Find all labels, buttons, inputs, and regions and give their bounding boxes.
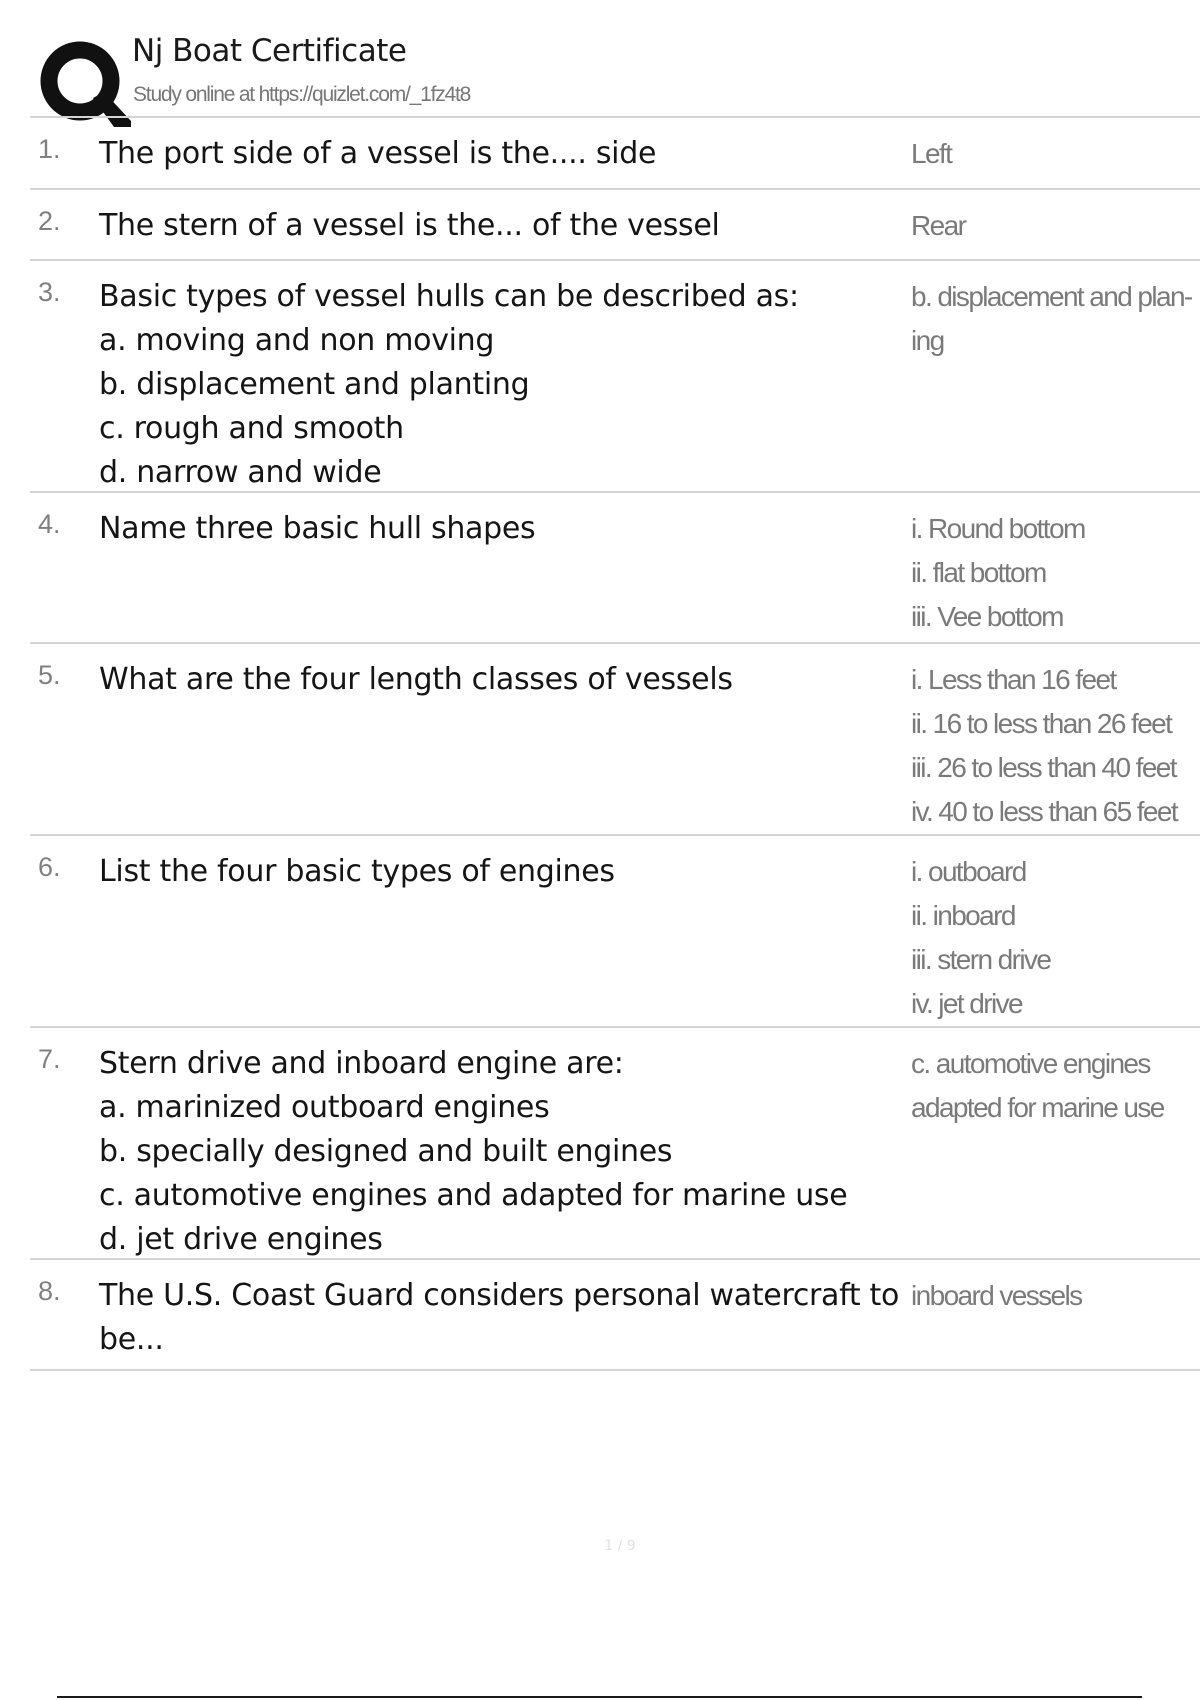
question-line: Stern drive and inboard engine are: (99, 1046, 624, 1081)
question-number: 1. (38, 134, 61, 164)
question-number: 3. (38, 277, 61, 307)
answer-line: inboard vessels (911, 1280, 1082, 1311)
question-line: The stern of a vessel is the... of the vessel (99, 208, 720, 243)
answer-line: adapted for marine use (911, 1092, 1164, 1123)
answer-text (911, 658, 1200, 834)
question-line: c. rough and smooth (99, 411, 404, 446)
answer-line: ii. flat bottom (911, 557, 1046, 588)
question-number: 4. (38, 509, 61, 539)
page-indicator: 1 / 9 (604, 1538, 636, 1554)
answer-line: ii. 16 to less than 26 feet (911, 708, 1172, 739)
question-text (99, 1274, 939, 1362)
answer-line: iv. 40 to less than 65 feet (911, 796, 1178, 827)
question-line: d. narrow and wide (99, 455, 382, 490)
answer-text (911, 507, 1200, 639)
answer-text (911, 275, 1200, 363)
qa-row (30, 836, 1200, 1028)
question-answer-list (30, 116, 1200, 1371)
question-text (99, 275, 939, 495)
question-number: 5. (38, 660, 61, 690)
question-number: 7. (38, 1044, 61, 1074)
answer-line: iii. 26 to less than 40 feet (911, 752, 1176, 783)
question-line: What are the four length classes of vessels (99, 662, 733, 697)
qa-row (30, 190, 1200, 261)
qa-row (30, 644, 1200, 836)
answer-line: c. automotive engines (911, 1048, 1150, 1079)
answer-text (911, 850, 1200, 1026)
question-text (99, 1042, 939, 1262)
answer-line: iv. jet drive (911, 988, 1022, 1019)
answer-text (911, 132, 1200, 176)
question-line: b. specially designed and built engines (99, 1134, 673, 1169)
answer-line: b. displacement and plan- (911, 281, 1192, 312)
answer-text (911, 1274, 1200, 1318)
question-line: The U.S. Coast Guard considers personal watercraft to (99, 1278, 900, 1313)
answer-line: ii. inboard (911, 900, 1015, 931)
answer-line: Left (911, 138, 952, 169)
question-text (99, 132, 939, 176)
qa-row (30, 118, 1200, 190)
question-number: 6. (38, 852, 61, 882)
question-line: a. marinized outboard engines (99, 1090, 550, 1125)
question-number: 2. (38, 206, 61, 236)
question-number: 8. (38, 1276, 61, 1306)
answer-text (911, 1042, 1200, 1130)
study-online-link[interactable]: Study online at https://quizlet.com/_1fz4t8 (133, 83, 471, 106)
answer-text (911, 204, 1200, 248)
question-line: c. automotive engines and adapted for marine use (99, 1178, 848, 1213)
question-line: List the four basic types of engines (99, 854, 615, 889)
question-line: Basic types of vessel hulls can be described as: (99, 279, 799, 314)
qa-row (30, 1028, 1200, 1260)
answer-line: i. Less than 16 feet (911, 664, 1116, 695)
question-line: a. moving and non moving (99, 323, 495, 358)
qa-row (30, 1260, 1200, 1371)
answer-line: i. outboard (911, 856, 1026, 887)
page-bottom-rule (57, 1696, 1142, 1698)
qa-row (30, 493, 1200, 644)
question-line: b. displacement and planting (99, 367, 530, 402)
answer-line: iii. stern drive (911, 944, 1051, 975)
question-text (99, 204, 939, 248)
question-text (99, 850, 939, 894)
answer-line: ing (911, 325, 944, 356)
question-text (99, 658, 939, 702)
answer-line: Rear (911, 210, 966, 241)
question-text (99, 507, 939, 551)
answer-line: i. Round bottom (911, 513, 1085, 544)
document-header (30, 28, 1200, 116)
qa-row (30, 261, 1200, 493)
page-title: Nj Boat Certificate (132, 33, 407, 69)
question-line: The port side of a vessel is the.... side (99, 136, 657, 171)
answer-line: iii. Vee bottom (911, 601, 1063, 632)
question-line: be... (99, 1322, 164, 1357)
question-line: d. jet drive engines (99, 1222, 383, 1257)
question-line: Name three basic hull shapes (99, 511, 536, 546)
